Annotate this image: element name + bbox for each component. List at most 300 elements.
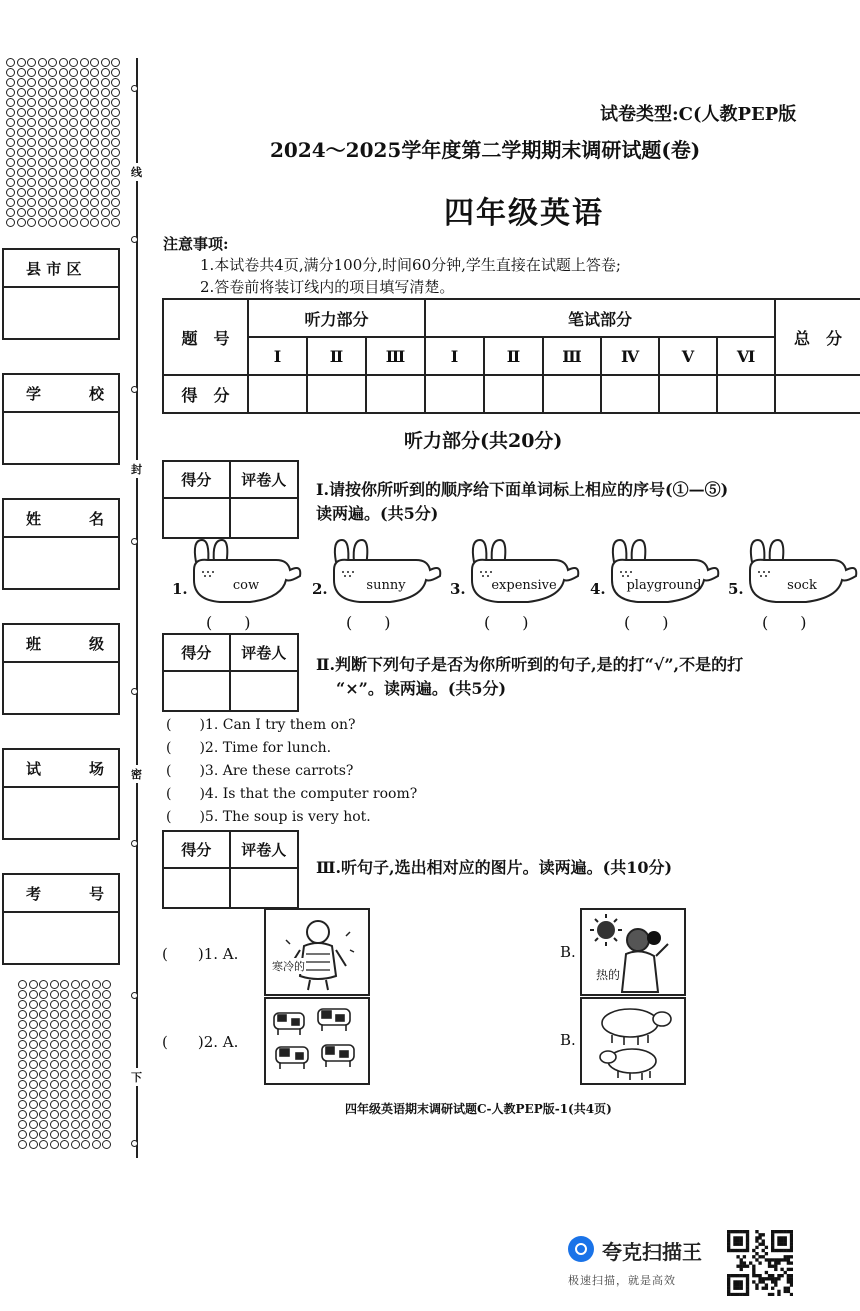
dot bbox=[111, 218, 120, 227]
dot bbox=[101, 128, 110, 137]
dot bbox=[50, 1030, 59, 1039]
dot bbox=[80, 188, 89, 197]
word-label: expensive bbox=[491, 578, 557, 593]
dot bbox=[102, 1120, 111, 1129]
dot bbox=[38, 78, 47, 87]
score-cell[interactable] bbox=[543, 375, 601, 413]
dot bbox=[80, 218, 89, 227]
dot bbox=[80, 198, 89, 207]
dot bbox=[48, 68, 57, 77]
dot bbox=[71, 1120, 80, 1129]
listening-col: Ⅲ bbox=[366, 337, 425, 375]
dot bbox=[29, 1120, 38, 1129]
dot bbox=[90, 128, 99, 137]
field-label: 学 bbox=[26, 384, 42, 403]
field-label: 校 bbox=[88, 384, 104, 403]
dot bbox=[90, 108, 99, 117]
dot bbox=[60, 1060, 69, 1069]
field-label: 县 市 区 bbox=[26, 259, 82, 278]
subject-title: 四年级英语 bbox=[444, 196, 604, 231]
dot bbox=[69, 198, 78, 207]
dot bbox=[6, 168, 15, 177]
dot bbox=[27, 78, 36, 87]
answer-paren[interactable]: ( ) bbox=[484, 613, 529, 632]
dot bbox=[90, 198, 99, 207]
dot bbox=[111, 88, 120, 97]
dot bbox=[48, 218, 57, 227]
grader-reviewer-label: 评卷人 bbox=[231, 832, 298, 869]
dot bbox=[92, 1140, 101, 1149]
page-footer: 四年级英语期末调研试题C-人教PEP版-1(共4页) bbox=[345, 1102, 612, 1116]
dot bbox=[81, 1080, 90, 1089]
dot bbox=[27, 118, 36, 127]
dot bbox=[102, 1010, 111, 1019]
dot bbox=[48, 178, 57, 187]
score-cell[interactable] bbox=[366, 375, 425, 413]
dot bbox=[39, 1020, 48, 1029]
dot bbox=[102, 990, 111, 999]
dot bbox=[59, 218, 68, 227]
class-field[interactable] bbox=[2, 623, 120, 715]
dot bbox=[60, 1040, 69, 1049]
dot bbox=[59, 178, 68, 187]
dot bbox=[60, 1070, 69, 1079]
dot bbox=[27, 58, 36, 67]
notes-heading: 注意事项: bbox=[163, 235, 229, 253]
dot bbox=[90, 158, 99, 167]
dot bbox=[81, 1060, 90, 1069]
dot bbox=[92, 1100, 101, 1109]
dot bbox=[81, 1040, 90, 1049]
dot bbox=[39, 1000, 48, 1009]
dot bbox=[6, 78, 15, 87]
dot bbox=[92, 1050, 101, 1059]
dot bbox=[6, 198, 15, 207]
dot bbox=[39, 1070, 48, 1079]
dot bbox=[29, 1030, 38, 1039]
dot bbox=[81, 1090, 90, 1099]
cold-person-illustration bbox=[266, 910, 368, 994]
dot bbox=[50, 1070, 59, 1079]
dot bbox=[6, 138, 15, 147]
dot bbox=[92, 1110, 101, 1119]
grader-reviewer-cell[interactable] bbox=[231, 869, 298, 907]
dot bbox=[81, 1020, 90, 1029]
score-cell[interactable] bbox=[775, 375, 860, 413]
dot bbox=[92, 1130, 101, 1139]
dot bbox=[92, 1120, 101, 1129]
dot bbox=[102, 1000, 111, 1009]
grader-reviewer-label: 评卷人 bbox=[231, 635, 298, 672]
dot bbox=[60, 1080, 69, 1089]
dot bbox=[69, 218, 78, 227]
writing-col: Ⅵ bbox=[717, 337, 775, 375]
dot bbox=[38, 198, 47, 207]
binding-char: 线 bbox=[131, 163, 142, 181]
grader-reviewer-cell[interactable] bbox=[231, 672, 298, 710]
dot bbox=[50, 1140, 59, 1149]
picture-cold-person[interactable] bbox=[264, 908, 370, 996]
dot bbox=[50, 1020, 59, 1029]
dot bbox=[17, 138, 26, 147]
school-field[interactable] bbox=[2, 373, 120, 465]
dot bbox=[29, 1130, 38, 1139]
dot bbox=[101, 158, 110, 167]
dot bbox=[59, 198, 68, 207]
dot bbox=[39, 1120, 48, 1129]
dot bbox=[81, 1010, 90, 1019]
bunny-word-card[interactable] bbox=[330, 536, 442, 612]
dot bbox=[59, 208, 68, 217]
dot bbox=[18, 1130, 27, 1139]
dot bbox=[101, 188, 110, 197]
picture-hot-person[interactable] bbox=[580, 908, 686, 996]
dot bbox=[38, 168, 47, 177]
dot bbox=[90, 188, 99, 197]
dot bbox=[102, 1100, 111, 1109]
dot bbox=[38, 118, 47, 127]
score-cell[interactable] bbox=[659, 375, 717, 413]
dot bbox=[60, 1090, 69, 1099]
dot bbox=[90, 138, 99, 147]
dot bbox=[69, 158, 78, 167]
dot bbox=[102, 1020, 111, 1029]
answer-paren[interactable]: ( ) bbox=[206, 613, 251, 632]
dot bbox=[90, 218, 99, 227]
dot bbox=[101, 218, 110, 227]
dot bbox=[69, 108, 78, 117]
dot bbox=[48, 108, 57, 117]
dot bbox=[71, 1070, 80, 1079]
dot bbox=[29, 1070, 38, 1079]
dot bbox=[38, 128, 47, 137]
dot bbox=[81, 1100, 90, 1109]
binding-hole bbox=[131, 992, 138, 999]
dot bbox=[111, 138, 120, 147]
dot bbox=[27, 158, 36, 167]
grader-score-label: 得分 bbox=[164, 635, 231, 672]
dot bbox=[71, 1040, 80, 1049]
dot bbox=[38, 138, 47, 147]
dot bbox=[111, 108, 120, 117]
question-1-label[interactable]: ( )1. A. bbox=[162, 945, 239, 963]
dot bbox=[27, 88, 36, 97]
dot bbox=[59, 78, 68, 87]
dot bbox=[48, 58, 57, 67]
field-label: 名 bbox=[88, 509, 104, 528]
dot bbox=[59, 168, 68, 177]
note-item: 2.答卷前将装订线内的项目填写清楚。 bbox=[200, 278, 455, 296]
dot bbox=[48, 128, 57, 137]
dot bbox=[92, 1090, 101, 1099]
dot bbox=[27, 198, 36, 207]
dot bbox=[69, 148, 78, 157]
dot bbox=[111, 208, 120, 217]
dot bbox=[80, 118, 89, 127]
word-number: 1. bbox=[172, 580, 188, 598]
dot bbox=[50, 1120, 59, 1129]
dot bbox=[69, 118, 78, 127]
scanner-slogan: 极速扫描，就是高效 bbox=[568, 1274, 676, 1287]
dot bbox=[92, 1060, 101, 1069]
dot bbox=[48, 98, 57, 107]
dot bbox=[59, 158, 68, 167]
dot bbox=[39, 980, 48, 989]
dot bbox=[38, 218, 47, 227]
dot bbox=[59, 108, 68, 117]
dot bbox=[38, 208, 47, 217]
dot bbox=[101, 198, 110, 207]
dot bbox=[69, 98, 78, 107]
score-cell[interactable] bbox=[425, 375, 484, 413]
answer-paren[interactable]: ( ) bbox=[762, 613, 807, 632]
binding-char: 下 bbox=[131, 1068, 142, 1086]
dot bbox=[29, 1090, 38, 1099]
cows-illustration bbox=[266, 999, 368, 1083]
dot bbox=[81, 990, 90, 999]
dot bbox=[111, 148, 120, 157]
dot bbox=[38, 148, 47, 157]
dot bbox=[27, 148, 36, 157]
dot bbox=[60, 1130, 69, 1139]
grader-box bbox=[162, 633, 299, 712]
dot bbox=[27, 188, 36, 197]
grader-score-cell[interactable] bbox=[164, 869, 231, 907]
dot bbox=[102, 1060, 111, 1069]
dot bbox=[27, 218, 36, 227]
dot bbox=[50, 1090, 59, 1099]
sentence-item[interactable]: ( )1. Can I try them on? bbox=[166, 717, 356, 733]
dot bbox=[50, 1110, 59, 1119]
col-header-label: 题 号 bbox=[163, 299, 248, 375]
dot bbox=[38, 68, 47, 77]
dot bbox=[101, 88, 110, 97]
grader-score-cell[interactable] bbox=[164, 672, 231, 710]
dot bbox=[81, 1070, 90, 1079]
dot bbox=[71, 980, 80, 989]
dot bbox=[80, 78, 89, 87]
dot bbox=[6, 128, 15, 137]
dot bbox=[80, 128, 89, 137]
grader-reviewer-label: 评卷人 bbox=[231, 462, 298, 499]
dot bbox=[27, 68, 36, 77]
listening-col: Ⅰ bbox=[248, 337, 307, 375]
dot bbox=[50, 1040, 59, 1049]
dot bbox=[80, 168, 89, 177]
dot bbox=[6, 218, 15, 227]
dot-pattern-bottom bbox=[18, 980, 113, 1150]
dot bbox=[69, 138, 78, 147]
instruction-line: Ⅱ.判断下列句子是否为你所听到的句子,是的打“√”,不是的打 bbox=[316, 655, 744, 674]
dot bbox=[69, 78, 78, 87]
dot bbox=[38, 88, 47, 97]
dot bbox=[60, 1000, 69, 1009]
bunny-word-card[interactable] bbox=[190, 536, 302, 612]
dot bbox=[29, 980, 38, 989]
dot bbox=[101, 208, 110, 217]
question-2-label[interactable]: ( )2. A. bbox=[162, 1033, 239, 1051]
dot bbox=[60, 990, 69, 999]
score-cell[interactable] bbox=[717, 375, 775, 413]
dot bbox=[6, 148, 15, 157]
dot bbox=[6, 98, 15, 107]
field-label: 号 bbox=[88, 884, 104, 903]
dot bbox=[80, 108, 89, 117]
word-number: 4. bbox=[590, 580, 606, 598]
sentence-item[interactable]: ( )3. Are these carrots? bbox=[166, 763, 354, 779]
dot bbox=[29, 1060, 38, 1069]
sentence-item[interactable]: ( )4. Is that the computer room? bbox=[166, 786, 418, 802]
paper-type: 试卷类型:C(人教PEP版 bbox=[600, 104, 797, 125]
dot bbox=[92, 1020, 101, 1029]
answer-paren[interactable]: ( ) bbox=[624, 613, 669, 632]
dot bbox=[29, 1110, 38, 1119]
dot bbox=[39, 1090, 48, 1099]
dot bbox=[92, 1000, 101, 1009]
dot bbox=[17, 68, 26, 77]
score-cell[interactable] bbox=[248, 375, 307, 413]
dot bbox=[39, 1080, 48, 1089]
picture-sheep[interactable] bbox=[580, 997, 686, 1085]
dot bbox=[80, 148, 89, 157]
dot bbox=[60, 1140, 69, 1149]
dot bbox=[59, 138, 68, 147]
dot bbox=[102, 1130, 111, 1139]
dot bbox=[102, 980, 111, 989]
grader-score-label: 得分 bbox=[164, 832, 231, 869]
dot bbox=[101, 68, 110, 77]
dot bbox=[17, 158, 26, 167]
dot bbox=[39, 1130, 48, 1139]
dot bbox=[102, 1070, 111, 1079]
writing-col: Ⅰ bbox=[425, 337, 484, 375]
dot bbox=[60, 980, 69, 989]
dot bbox=[80, 68, 89, 77]
dot bbox=[39, 1030, 48, 1039]
dot bbox=[111, 98, 120, 107]
dot bbox=[111, 178, 120, 187]
dot bbox=[29, 1000, 38, 1009]
dot bbox=[17, 78, 26, 87]
option-b-label[interactable]: B. bbox=[560, 1031, 576, 1049]
dot bbox=[59, 128, 68, 137]
dot bbox=[60, 1110, 69, 1119]
dot bbox=[90, 88, 99, 97]
dot bbox=[48, 78, 57, 87]
score-row-label: 得 分 bbox=[163, 375, 248, 413]
dot bbox=[111, 158, 120, 167]
dot bbox=[101, 78, 110, 87]
dot bbox=[102, 1030, 111, 1039]
grader-score-cell[interactable] bbox=[164, 499, 231, 537]
dot bbox=[17, 168, 26, 177]
dot bbox=[6, 158, 15, 167]
score-cell[interactable] bbox=[484, 375, 543, 413]
bunny-icon bbox=[746, 536, 858, 612]
county-field[interactable] bbox=[2, 248, 120, 340]
dot bbox=[90, 148, 99, 157]
option-b-label[interactable]: B. bbox=[560, 943, 576, 961]
score-cell[interactable] bbox=[307, 375, 366, 413]
picture-cows[interactable] bbox=[264, 997, 370, 1085]
dot bbox=[17, 218, 26, 227]
dot bbox=[48, 198, 57, 207]
bunny-icon bbox=[190, 536, 302, 612]
dot bbox=[27, 178, 36, 187]
dot bbox=[39, 1010, 48, 1019]
binding-hole bbox=[131, 538, 138, 545]
dot bbox=[17, 118, 26, 127]
dot bbox=[71, 1100, 80, 1109]
dot bbox=[18, 1060, 27, 1069]
grader-reviewer-cell[interactable] bbox=[231, 499, 298, 537]
bunny-word-card[interactable] bbox=[746, 536, 858, 612]
note-item: 1.本试卷共4页,满分100分,时间60分钟,学生直接在试题上答卷; bbox=[200, 256, 621, 274]
exam-room-field[interactable] bbox=[2, 748, 120, 840]
sentence-item[interactable]: ( )2. Time for lunch. bbox=[166, 740, 332, 756]
binding-char: 封 bbox=[131, 460, 142, 478]
dot bbox=[102, 1040, 111, 1049]
dot bbox=[48, 188, 57, 197]
dot bbox=[29, 1140, 38, 1149]
dot bbox=[80, 158, 89, 167]
dot bbox=[29, 1040, 38, 1049]
dot bbox=[17, 108, 26, 117]
exam-number-field[interactable] bbox=[2, 873, 120, 965]
dot bbox=[50, 1060, 59, 1069]
bunny-word-card[interactable] bbox=[608, 536, 720, 612]
dot bbox=[69, 68, 78, 77]
dot bbox=[59, 148, 68, 157]
dot bbox=[90, 58, 99, 67]
dot bbox=[101, 178, 110, 187]
dot bbox=[6, 108, 15, 117]
binding-char: 密 bbox=[131, 765, 142, 783]
word-label: sunny bbox=[366, 578, 406, 593]
dot bbox=[29, 990, 38, 999]
dot bbox=[101, 118, 110, 127]
score-cell[interactable] bbox=[601, 375, 659, 413]
dot bbox=[48, 168, 57, 177]
dot bbox=[50, 1130, 59, 1139]
field-label: 试 bbox=[26, 759, 42, 778]
dot bbox=[6, 188, 15, 197]
dot bbox=[71, 1140, 80, 1149]
dot bbox=[102, 1090, 111, 1099]
dot bbox=[18, 1140, 27, 1149]
dot bbox=[80, 138, 89, 147]
dot bbox=[39, 990, 48, 999]
bunny-word-card[interactable] bbox=[468, 536, 580, 612]
sentence-item[interactable]: ( )5. The soup is very hot. bbox=[166, 809, 371, 825]
dot bbox=[81, 1140, 90, 1149]
dot bbox=[27, 138, 36, 147]
name-field[interactable] bbox=[2, 498, 120, 590]
dot bbox=[50, 1050, 59, 1059]
cold-label: 寒冷的 bbox=[272, 960, 305, 973]
dot bbox=[69, 178, 78, 187]
dot bbox=[18, 1120, 27, 1129]
dot bbox=[102, 1140, 111, 1149]
answer-paren[interactable]: ( ) bbox=[346, 613, 391, 632]
dot bbox=[39, 1040, 48, 1049]
dot bbox=[6, 118, 15, 127]
dot bbox=[92, 990, 101, 999]
writing-col: Ⅲ bbox=[543, 337, 601, 375]
dot bbox=[38, 158, 47, 167]
dot bbox=[29, 1020, 38, 1029]
word-number: 5. bbox=[728, 580, 744, 598]
